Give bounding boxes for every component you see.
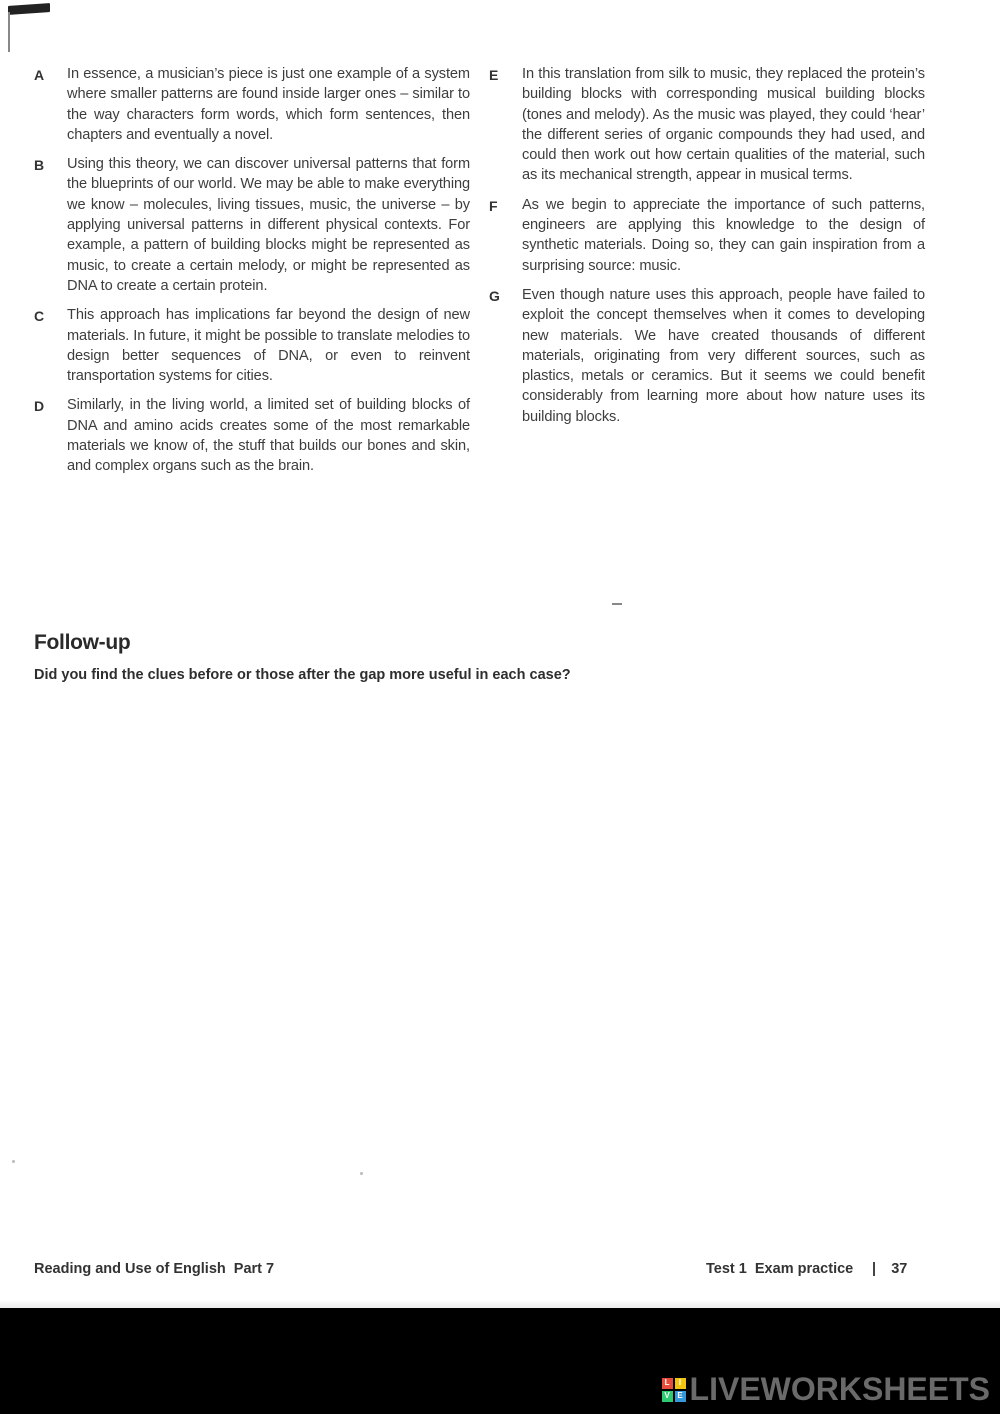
- footer-test-text: Test 1 Exam practice: [706, 1261, 854, 1277]
- paragraph-d: [34, 395, 470, 476]
- footer-section-label: Reading and Use of English Part 7: [34, 1261, 275, 1277]
- paragraph-text: In essence, a musician’s piece is just one example of a system where smaller patterns are found inside larger ones – similar to the way characters form words, which form sentences, then chapters and eventually a novel.: [67, 66, 470, 143]
- paragraph-text: In this translation from silk to music, they replaced the protein’s building blocks with corresponding musical building blocks (tones and melody). As the music was played, they could ‘hear’ the different series of organic compounds they had used, and could then work out how certain qualities of the material, such as its mechanical strength, appear in musical terms.: [522, 66, 925, 184]
- paragraph-a: [34, 64, 470, 145]
- paragraph-text: Similarly, in the living world, a limited set of building blocks of DNA and amino acids creates some of the most remarkable materials we know of, the stuff that builds our bones and skin, and complex organs such as the brain.: [67, 397, 470, 475]
- paragraph-text: Using this theory, we can discover universal patterns that form the blueprints of our world. We may be able to make everything we know – molecules, living tissues, music, the universe – by applying universal patterns in different physical contexts. For example, a pattern of building blocks might be represented as music, to create a certain melody, or might be represented as DNA to create a certain protein.: [67, 156, 470, 294]
- followup-heading: Follow-up: [34, 631, 131, 654]
- footer-separator: [873, 1262, 875, 1276]
- page-number: 37: [891, 1261, 908, 1277]
- liveworksheets-logo: [662, 1371, 990, 1408]
- paragraph-c: [34, 305, 470, 386]
- scan-mark: [612, 603, 622, 605]
- paragraph-letter: D: [34, 398, 45, 415]
- paragraph-letter: G: [489, 287, 500, 304]
- page-corner-line: [8, 12, 10, 52]
- scan-speck: [12, 1160, 15, 1163]
- followup-question: Did you find the clues before or those after the gap more useful in each case?: [34, 667, 571, 683]
- left-column: [34, 64, 470, 486]
- paragraph-b: [34, 154, 470, 296]
- paragraph-f: [489, 195, 925, 276]
- liveworksheets-logo-icon: [662, 1378, 686, 1402]
- scan-speck: [360, 1172, 363, 1175]
- paragraph-letter: B: [34, 157, 45, 174]
- page-corner-mark: [8, 3, 50, 15]
- logo-cell: E: [675, 1391, 686, 1402]
- paragraph-letter: C: [34, 308, 45, 325]
- footer-test-label: [706, 1261, 907, 1277]
- logo-cell: V: [662, 1391, 673, 1402]
- scan-black-band: [0, 1308, 1000, 1414]
- paragraph-letter: F: [489, 197, 498, 214]
- paragraph-g: [489, 285, 925, 427]
- logo-cell: I: [675, 1378, 686, 1389]
- right-column: [489, 64, 925, 436]
- paragraph-letter: E: [489, 67, 499, 83]
- paragraph-e: [489, 64, 925, 186]
- paragraph-letter: A: [34, 67, 45, 83]
- logo-cell: L: [662, 1378, 673, 1389]
- liveworksheets-wordmark: LIVEWORKSHEETS: [689, 1371, 990, 1407]
- paragraph-text: As we begin to appreciate the importance of such patterns, engineers are applying this knowledge to the design of synthetic materials. Doing so, they can gain inspiration from a surprising source: music.: [522, 196, 925, 274]
- paragraph-text: This approach has implications far beyond the design of new materials. In future, it might be possible to translate melodies to design better sequences of DNA, or even to reinvent transportation systems for cities.: [67, 307, 470, 385]
- paragraph-text: Even though nature uses this approach, people have failed to exploit the concept themselves when it comes to developing new materials. We have created thousands of different materials, originating from very different sources, such as plastics, metals or ceramics. But it seems we could benefit considerably from learning more about how nature uses its building blocks.: [522, 286, 925, 425]
